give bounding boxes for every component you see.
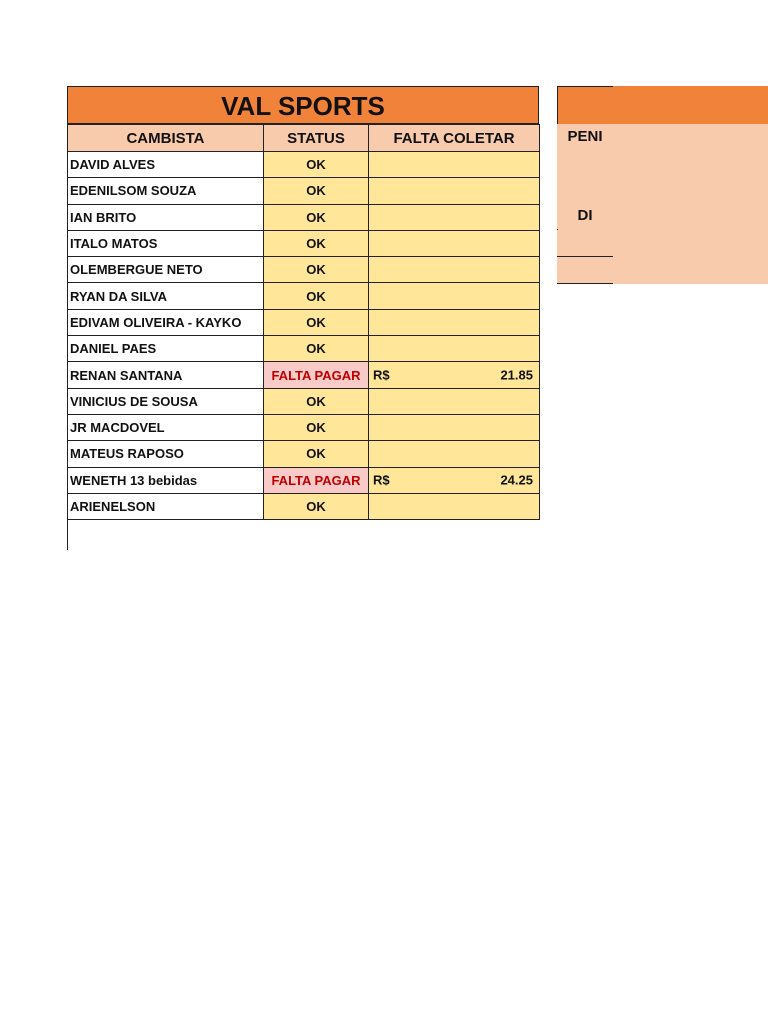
cambista-cell[interactable]: IAN BRITO <box>68 204 264 230</box>
cambista-cell[interactable]: JR MACDOVEL <box>68 414 264 440</box>
table-row <box>68 257 540 283</box>
side-panel-overlay <box>613 124 768 284</box>
falta-coletar-cell[interactable] <box>369 152 540 178</box>
status-cell[interactable]: OK <box>264 414 369 440</box>
cambista-cell[interactable]: RENAN SANTANA <box>68 362 264 388</box>
falta-coletar-cell[interactable] <box>369 388 540 414</box>
cambista-cell[interactable]: RYAN DA SILVA <box>68 283 264 309</box>
status-cell[interactable]: OK <box>264 230 369 256</box>
status-cell[interactable]: OK <box>264 283 369 309</box>
table-row <box>68 336 540 362</box>
header-cambista[interactable]: CAMBISTA <box>68 125 264 152</box>
table-row <box>68 362 540 388</box>
amount-value: 21.85 <box>500 367 533 383</box>
table-row <box>68 388 540 414</box>
table-row <box>68 467 540 493</box>
column-border <box>67 502 68 550</box>
status-cell[interactable]: OK <box>264 336 369 362</box>
header-row <box>68 125 540 152</box>
cambista-cell[interactable]: EDENILSOM SOUZA <box>68 178 264 204</box>
cambista-cell[interactable]: ARIENELSON <box>68 493 264 519</box>
status-cell[interactable]: OK <box>264 152 369 178</box>
table-row <box>68 441 540 467</box>
falta-coletar-cell[interactable] <box>369 414 540 440</box>
falta-coletar-cell[interactable] <box>369 336 540 362</box>
falta-coletar-cell[interactable] <box>369 362 540 388</box>
side-cell[interactable] <box>557 150 613 177</box>
cambista-cell[interactable]: EDIVAM OLIVEIRA - KAYKO <box>68 309 264 335</box>
status-cell[interactable]: OK <box>264 204 369 230</box>
falta-coletar-cell[interactable] <box>369 178 540 204</box>
side-cell[interactable]: DI <box>557 203 613 229</box>
status-cell[interactable]: FALTA PAGAR <box>264 362 369 388</box>
table-row <box>68 230 540 256</box>
falta-coletar-cell[interactable] <box>369 257 540 283</box>
side-cell[interactable] <box>557 257 613 284</box>
amount-value: 24.25 <box>500 472 533 488</box>
table-row <box>68 283 540 309</box>
falta-coletar-cell[interactable] <box>369 230 540 256</box>
side-cell[interactable] <box>557 230 613 257</box>
cambista-cell[interactable]: WENETH 13 bebidas <box>68 467 264 493</box>
cambista-cell[interactable]: OLEMBERGUE NETO <box>68 257 264 283</box>
falta-coletar-cell[interactable] <box>369 467 540 493</box>
side-panel <box>557 86 768 284</box>
falta-coletar-cell[interactable] <box>369 283 540 309</box>
cambista-cell[interactable]: DAVID ALVES <box>68 152 264 178</box>
currency-label: R$ <box>373 472 390 488</box>
falta-coletar-cell[interactable] <box>369 204 540 230</box>
falta-coletar-cell[interactable] <box>369 493 540 519</box>
cambista-cell[interactable]: DANIEL PAES <box>68 336 264 362</box>
sheet-title: VAL SPORTS <box>67 86 539 124</box>
falta-coletar-cell[interactable] <box>369 309 540 335</box>
cambista-cell[interactable]: MATEUS RAPOSO <box>68 441 264 467</box>
status-cell[interactable]: OK <box>264 178 369 204</box>
status-cell[interactable]: OK <box>264 493 369 519</box>
table-row <box>68 152 540 178</box>
status-cell[interactable]: OK <box>264 441 369 467</box>
header-status[interactable]: STATUS <box>264 125 369 152</box>
status-cell[interactable]: FALTA PAGAR <box>264 467 369 493</box>
table-row <box>68 414 540 440</box>
table-row <box>68 204 540 230</box>
cambista-table <box>67 124 540 520</box>
table-row <box>68 178 540 204</box>
side-cell[interactable]: PENI <box>557 124 613 151</box>
table-row <box>68 493 540 519</box>
header-falta-coletar[interactable]: FALTA COLETAR <box>369 125 540 152</box>
cambista-cell[interactable]: ITALO MATOS <box>68 230 264 256</box>
table-row <box>68 309 540 335</box>
currency-label: R$ <box>373 367 390 383</box>
side-panel-header-overlay <box>613 86 768 124</box>
falta-coletar-cell[interactable] <box>369 441 540 467</box>
cambista-cell[interactable]: VINICIUS DE SOUSA <box>68 388 264 414</box>
status-cell[interactable]: OK <box>264 257 369 283</box>
spreadsheet <box>67 86 539 520</box>
status-cell[interactable]: OK <box>264 309 369 335</box>
status-cell[interactable]: OK <box>264 388 369 414</box>
